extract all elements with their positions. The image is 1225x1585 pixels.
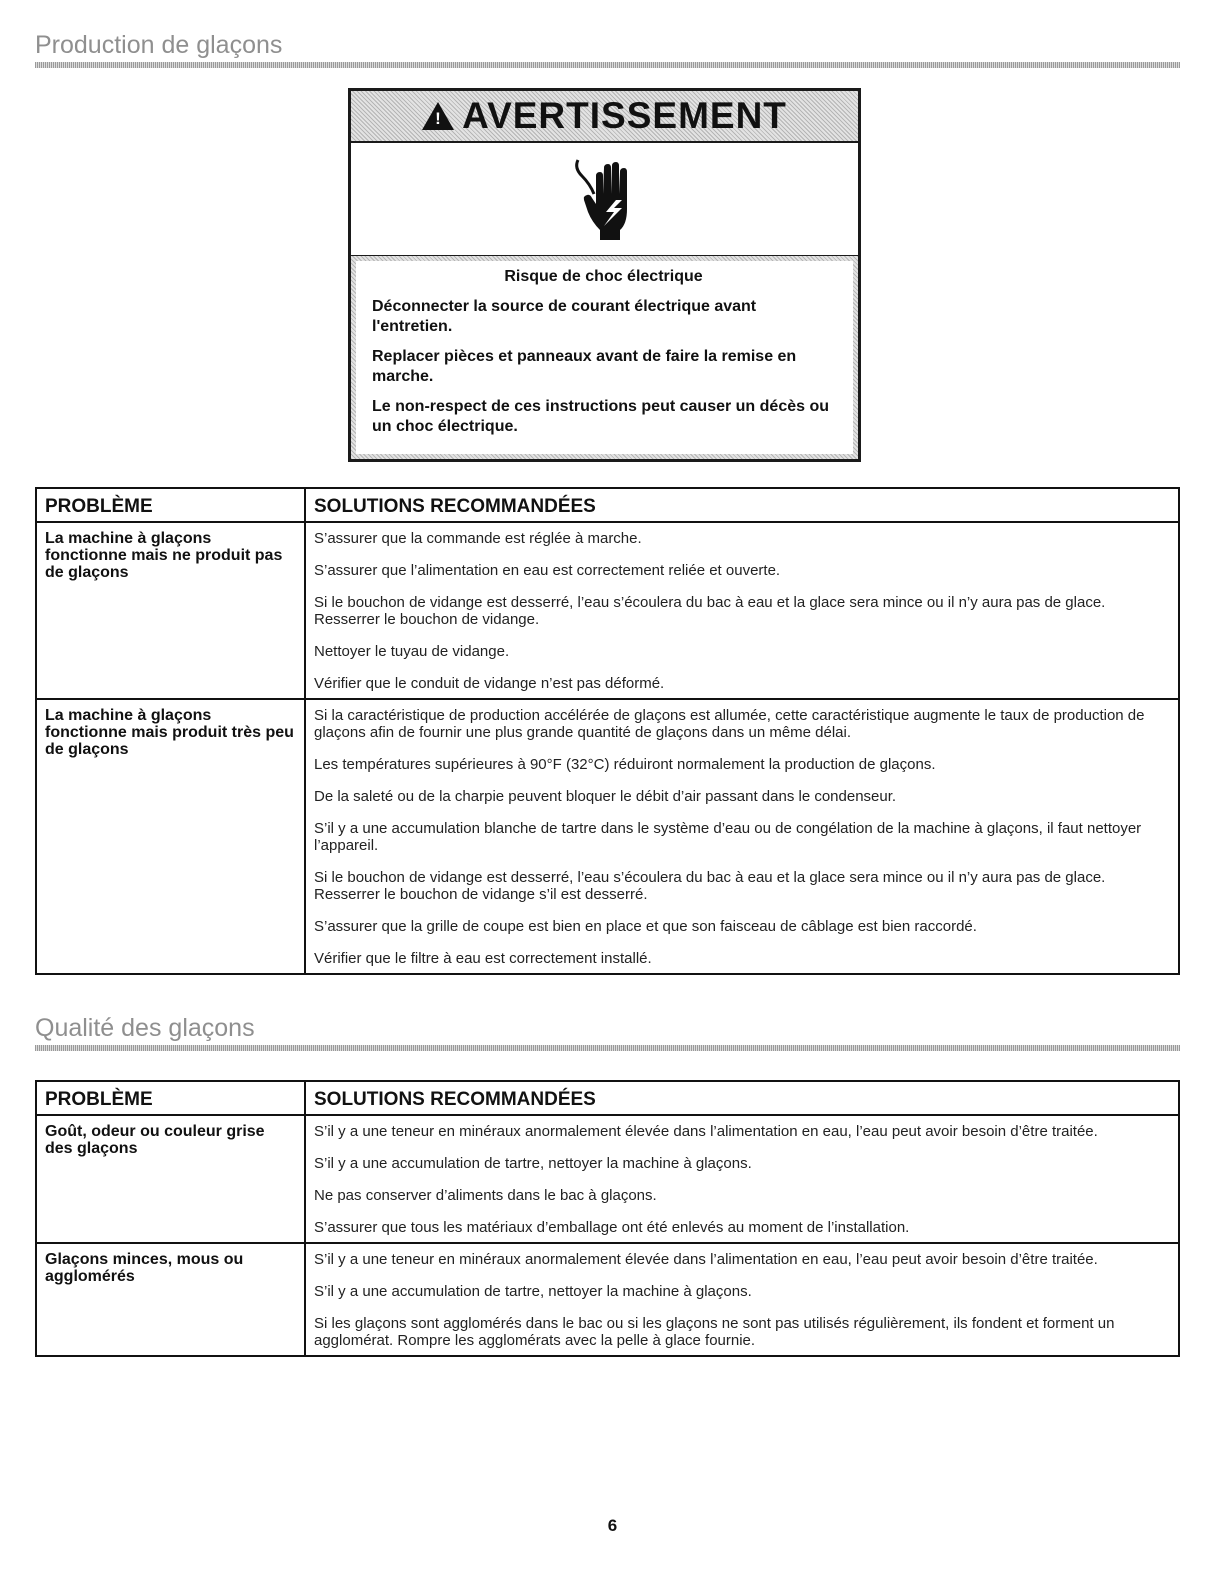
- solution-item: S’il y a une accumulation blanche de tartre dans le système d’eau ou de congélation de la machine à glaçons, il faut nettoyer l’appareil.: [314, 820, 1142, 854]
- solution-item: S’assurer que la grille de coupe est bien en place et que son faisceau de câblage est bien raccordé.: [314, 918, 977, 935]
- solutions-column-header: SOLUTIONS RECOMMANDÉES: [305, 1081, 1179, 1115]
- solutions-cell: [305, 1243, 1179, 1356]
- problem-cell: Glaçons minces, mous ou agglomérés: [36, 1243, 305, 1356]
- solution-item: Si les glaçons sont agglomérés dans le bac ou si les glaçons ne sont pas utilisés régulièrement, ils fondent et forment un agglomérat. Rompre les agglomérats avec la pelle à glace fournie.: [314, 1315, 1115, 1349]
- table-row: [36, 699, 1179, 974]
- production-troubleshooting-table: [35, 487, 1180, 975]
- warning-title: AVERTISSEMENT: [462, 95, 787, 136]
- production-section-header: [35, 30, 1180, 68]
- solution-item: S’il y a une accumulation de tartre, nettoyer la machine à glaçons.: [314, 1283, 752, 1300]
- solutions-cell: [305, 522, 1179, 699]
- solutions-column-header: SOLUTIONS RECOMMANDÉES: [305, 488, 1179, 522]
- problem-column-header: PROBLÈME: [36, 1081, 305, 1115]
- quality-section-header: [35, 1013, 1180, 1051]
- warning-line: Le non-respect de ces instructions peut causer un décès ou un choc électrique.: [372, 398, 830, 435]
- table-row: [36, 1115, 1179, 1243]
- quality-troubleshooting-table: [35, 1080, 1180, 1357]
- table-header-row: [36, 488, 1179, 522]
- warning-risk: Risque de choc électrique: [504, 268, 703, 285]
- warning-header: [351, 91, 858, 143]
- solution-item: Ne pas conserver d’aliments dans le bac à glaçons.: [314, 1187, 657, 1204]
- solution-item: Si le bouchon de vidange est desserré, l’eau s’écoulera du bac à eau et la glace sera mince ou il n’y aura pas de glace. Resserrer le bouchon de vidange.: [314, 594, 1106, 628]
- page-number: 6: [607, 1516, 618, 1535]
- solutions-cell: [305, 699, 1179, 974]
- electrical-shock-hand-icon: [570, 154, 640, 244]
- table-row: [36, 1243, 1179, 1356]
- problem-cell: La machine à glaçons fonctionne mais produit très peu de glaçons: [36, 699, 305, 974]
- warning-text-panel: [351, 256, 858, 459]
- solution-item: S’il y a une accumulation de tartre, nettoyer la machine à glaçons.: [314, 1155, 752, 1172]
- warning-text: [356, 261, 853, 454]
- section-divider: [35, 1045, 1180, 1051]
- solutions-cell: [305, 1115, 1179, 1243]
- solution-item: S’assurer que tous les matériaux d’emballage ont été enlevés au moment de l’installation.: [314, 1219, 910, 1236]
- solution-item: Vérifier que le filtre à eau est correctement installé.: [314, 950, 652, 967]
- problem-column-header: PROBLÈME: [36, 488, 305, 522]
- solution-item: Nettoyer le tuyau de vidange.: [314, 643, 510, 660]
- solution-item: S’assurer que l’alimentation en eau est correctement reliée et ouverte.: [314, 562, 781, 579]
- section-divider: [35, 62, 1180, 68]
- solution-item: Si la caractéristique de production accélérée de glaçons est allumée, cette caractéristique augmente le taux de production de glaçons afin de fournir une plus grande quantité de glaçons dans un même délai.: [314, 707, 1145, 741]
- production-section-title: Production de glaçons: [35, 31, 283, 59]
- warning-triangle-icon: !: [422, 102, 454, 130]
- solution-item: Si le bouchon de vidange est desserré, l’eau s’écoulera du bac à eau et la glace sera mince ou il n’y aura pas de glace. Resserrer le bouchon de vidange s’il est desserré.: [314, 869, 1106, 903]
- solution-item: De la saleté ou de la charpie peuvent bloquer le débit d’air passant dans le condenseur.: [314, 788, 897, 805]
- warning-line: Déconnecter la source de courant électrique avant l'entretien.: [372, 298, 757, 335]
- warning-line: Replacer pièces et panneaux avant de faire la remise en marche.: [372, 348, 797, 385]
- solution-item: S’assurer que la commande est réglée à marche.: [314, 530, 642, 547]
- problem-cell: Goût, odeur ou couleur grise des glaçons: [36, 1115, 305, 1243]
- table-header-row: [36, 1081, 1179, 1115]
- solution-item: S’il y a une teneur en minéraux anormalement élevée dans l’alimentation en eau, l’eau peut avoir besoin d’être traitée.: [314, 1251, 1098, 1268]
- problem-cell: La machine à glaçons fonctionne mais ne produit pas de glaçons: [36, 522, 305, 699]
- quality-section-title: Qualité des glaçons: [35, 1014, 255, 1042]
- table-row: [36, 522, 1179, 699]
- solution-item: Les températures supérieures à 90°F (32°C) réduiront normalement la production de glaçons.: [314, 756, 936, 773]
- warning-icon-area: [351, 143, 858, 257]
- warning-box: [348, 88, 861, 462]
- solution-item: Vérifier que le conduit de vidange n’est pas déformé.: [314, 675, 665, 692]
- solution-item: S’il y a une teneur en minéraux anormalement élevée dans l’alimentation en eau, l’eau peut avoir besoin d’être traitée.: [314, 1123, 1098, 1140]
